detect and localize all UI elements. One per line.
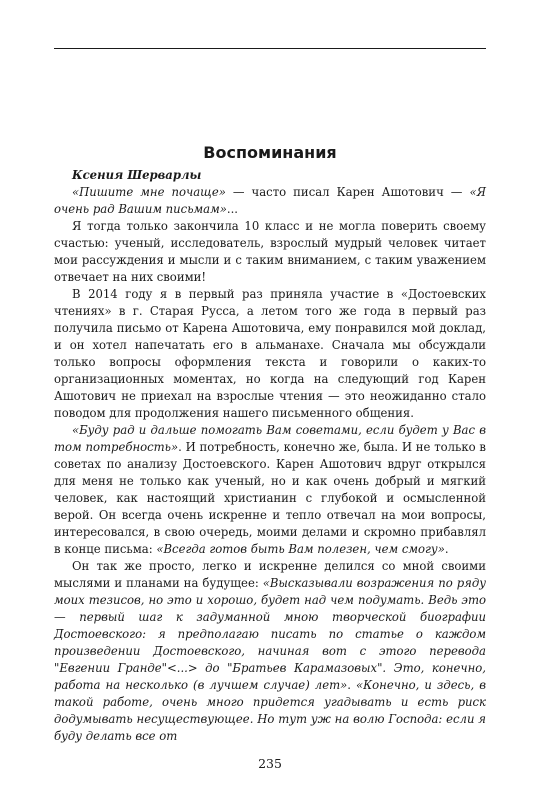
text-run: . И потребность, конечно же, была. И не только в советах по анализу Достоевского. Карен Ашотович вдруг открылся для меня не только как ученый, но и как очень добрый и мягкий человек, как настоящий христианин с глубокой и осмысленной верой. Он всегда очень искренне и тепло отвечал на мои вопросы, интересовался, в свою очередь, моими делами и скромно прибавлял в конце письма: — [54, 440, 486, 556]
quote: «Я очень рад Вашим письмам» — [54, 185, 486, 216]
paragraph-1 — [54, 184, 486, 218]
text-run: . — [347, 678, 357, 692]
quote: «Пишите мне почаще» — [72, 185, 226, 199]
author-paragraph — [54, 167, 486, 184]
paragraph-4 — [54, 422, 486, 558]
article-body — [54, 167, 486, 745]
text-run: . — [444, 542, 449, 556]
paragraph-5 — [54, 558, 486, 745]
author-name: Ксения Шерварлы — [72, 168, 202, 182]
quote: «Всегда готов быть Вам полезен, чем смогу» — [156, 542, 445, 556]
page-number: 235 — [258, 756, 282, 771]
quote: «Конечно, и здесь, в такой работе, очень много придется угадывать и есть риск додумывать несуществующее. Но тут уж на волю Господа: если я буду делать все от — [54, 678, 486, 743]
text-run: — часто писал Карен Ашотович — — [225, 185, 470, 199]
paragraph-2: Я тогда только закончила 10 класс и не могла поверить своему счастью: ученый, исследователь, взрослый мудрый человек читает мои рассуждения и мысли и с таким вниманием, с таким уважением отвечает на них своими! — [54, 219, 486, 284]
paragraph-3: В 2014 году я в первый раз приняла участие в «Достоевских чтениях» в г. Старая Русса, а летом того же года в первый раз получила письмо от Карена Ашотовича, ему понравился мой доклад, и он хотел напечатать его в альманахе. Сначала мы обсуждали только вопросы оформления текста и говорили о каких-то организационных моментах, но когда на следующий год Карен Ашотович не приехал на взрослые чтения — это неожиданно стало поводом для продолжения нашего письменного общения. — [54, 287, 486, 420]
header-rule — [54, 48, 486, 49]
quote: «Буду рад и дальше помогать Вам советами, если будет у Вас в том потребность» — [54, 423, 486, 454]
text-run: Он так же просто, легко и искренне делился со мной своими мыслями и планами на будущее: — [54, 559, 486, 590]
quote: «Высказывали возражения по ряду моих тезисов, но это и хорошо, будет над чем подумать. Ведь это — первый шаг к задуманной мною творческой биографии Достоевского: я предполагаю писать по статье о каждом произведении Достоевского, начиная вот с этого перевода "Евгении Гранде"<...> до "Братьев Карамазовых". Это, конечно, работа на несколько (в лучшем случае) лет» — [54, 576, 486, 692]
text-run: ... — [226, 202, 239, 216]
page-title: Воспоминания — [203, 142, 337, 162]
